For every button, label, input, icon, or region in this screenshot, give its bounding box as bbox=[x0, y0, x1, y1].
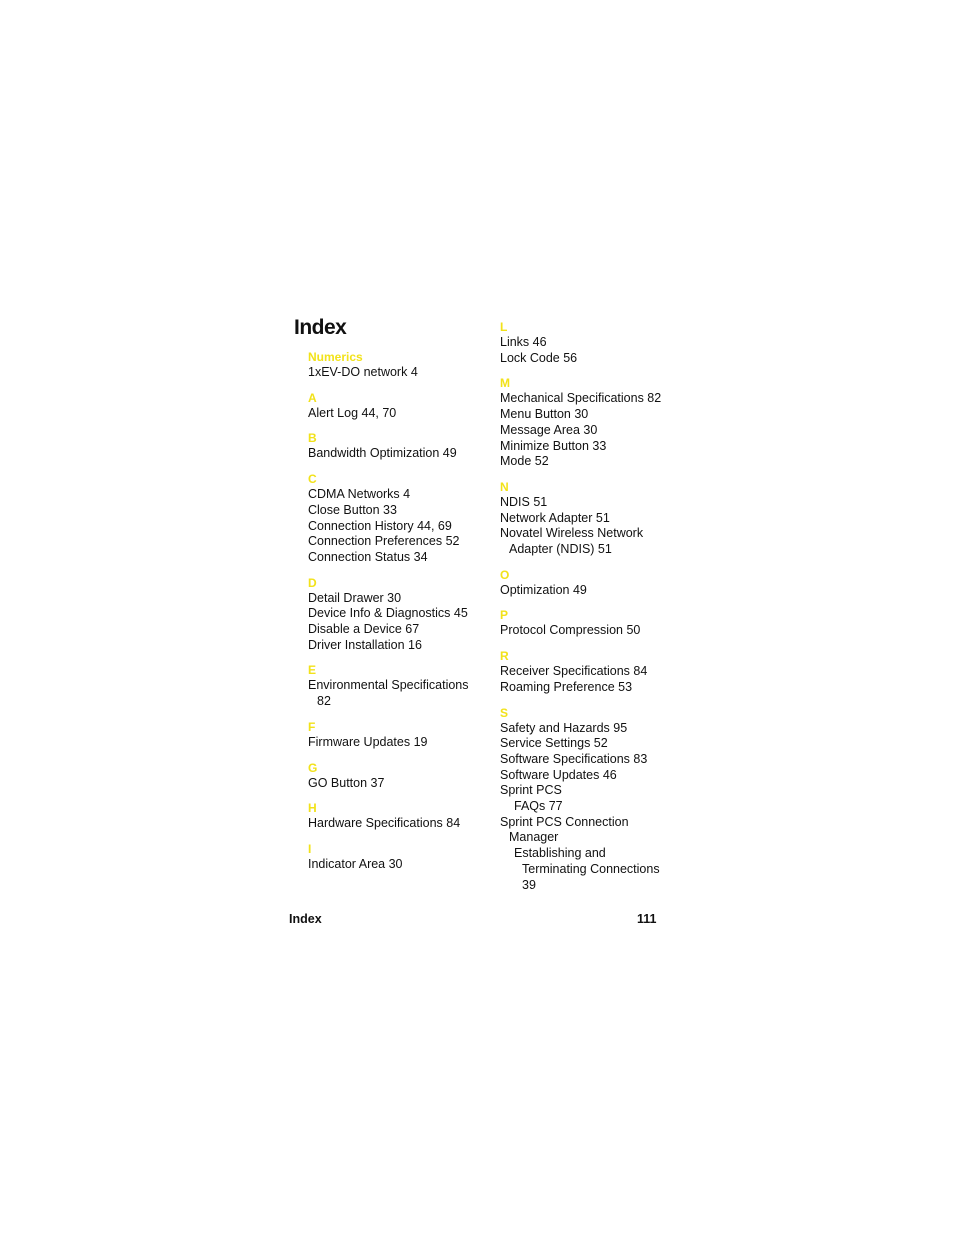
index-entry: Software Updates 46 bbox=[500, 767, 617, 782]
index-section-m bbox=[500, 375, 700, 470]
section-letter: M bbox=[500, 376, 510, 391]
index-entry: Connection Status 34 bbox=[308, 549, 428, 564]
index-entry-continuation: Manager bbox=[509, 830, 559, 845]
section-letter: B bbox=[308, 431, 317, 446]
section-letter: S bbox=[500, 705, 509, 720]
section-letter: R bbox=[500, 649, 509, 664]
index-section-h bbox=[308, 800, 508, 832]
index-entry: Firmware Updates 19 bbox=[308, 734, 428, 749]
index-entry: Menu Button 30 bbox=[500, 407, 589, 422]
index-entry: Device Info & Diagnostics 45 bbox=[308, 606, 468, 621]
index-entry: CDMA Networks 4 bbox=[308, 487, 411, 502]
index-entry: NDIS 51 bbox=[500, 494, 548, 509]
index-section-o bbox=[500, 567, 700, 599]
index-entry: Roaming Preference 53 bbox=[500, 679, 633, 694]
index-entry: Connection History 44, 69 bbox=[308, 518, 452, 533]
index-section-g bbox=[308, 760, 508, 792]
section-letter: H bbox=[308, 801, 317, 816]
index-section-n bbox=[500, 479, 700, 558]
index-entry: Protocol Compression 50 bbox=[500, 623, 641, 638]
index-section-r bbox=[500, 648, 700, 695]
index-section-s bbox=[500, 705, 700, 894]
section-letter: F bbox=[308, 719, 316, 734]
section-letter: P bbox=[500, 608, 509, 623]
index-entry: Lock Code 56 bbox=[500, 350, 578, 365]
index-entry: Indicator Area 30 bbox=[308, 856, 403, 871]
footer-page-number: 111 bbox=[637, 912, 657, 926]
index-section-f bbox=[308, 719, 508, 751]
index-entry: Mechanical Specifications 82 bbox=[500, 391, 662, 406]
section-letter: I bbox=[308, 841, 312, 856]
index-entry: Environmental Specifications bbox=[308, 678, 469, 693]
section-letter: G bbox=[308, 760, 318, 775]
index-subentry-continuation: Terminating Connections bbox=[522, 861, 660, 876]
index-entry: Safety and Hazards 95 bbox=[500, 720, 628, 735]
index-column-left bbox=[308, 349, 508, 882]
section-letter: O bbox=[500, 567, 510, 582]
index-entry: Service Settings 52 bbox=[500, 736, 608, 751]
index-entry: Close Button 33 bbox=[308, 502, 397, 517]
index-entry-continuation: Adapter (NDIS) 51 bbox=[509, 542, 612, 557]
index-entry: Hardware Specifications 84 bbox=[308, 816, 461, 831]
index-entry: 1xEV-DO network 4 bbox=[308, 365, 418, 379]
index-entry-continuation: 82 bbox=[317, 694, 331, 709]
index-section-i bbox=[308, 841, 508, 873]
section-letter: C bbox=[308, 472, 317, 487]
index-entry: Software Specifications 83 bbox=[500, 751, 648, 766]
index-column-right bbox=[500, 319, 700, 902]
index-entry: Optimization 49 bbox=[500, 582, 587, 597]
index-entry: Network Adapter 51 bbox=[500, 510, 610, 525]
index-entry: Sprint PCS bbox=[500, 783, 562, 798]
page-title: Index bbox=[294, 316, 347, 339]
index-subentry-continuation: 39 bbox=[522, 877, 536, 892]
index-entry: Sprint PCS Connection bbox=[500, 814, 629, 829]
section-letter: E bbox=[308, 663, 317, 678]
index-section-c bbox=[308, 471, 508, 566]
index-entry: Connection Preferences 52 bbox=[308, 534, 460, 549]
index-entry: Minimize Button 33 bbox=[500, 438, 607, 453]
index-section-d bbox=[308, 575, 508, 654]
index-entry: Bandwidth Optimization 49 bbox=[308, 446, 457, 461]
index-section-a bbox=[308, 390, 508, 422]
section-letter: Numerics bbox=[308, 350, 363, 364]
index-entry: Alert Log 44, 70 bbox=[308, 405, 397, 420]
index-entry: Message Area 30 bbox=[500, 422, 598, 437]
index-entry: Receiver Specifications 84 bbox=[500, 664, 648, 679]
index-entry: Detail Drawer 30 bbox=[308, 590, 402, 605]
index-entry: Disable a Device 67 bbox=[308, 622, 420, 637]
footer-section-label: Index bbox=[289, 912, 322, 926]
index-subentry: Establishing and bbox=[514, 846, 606, 861]
section-letter: A bbox=[308, 390, 317, 405]
section-letter: N bbox=[500, 479, 509, 494]
index-entry: Links 46 bbox=[500, 335, 547, 349]
index-subentry: FAQs 77 bbox=[514, 799, 563, 814]
index-entry: Mode 52 bbox=[500, 454, 549, 469]
index-entry: Driver Installation 16 bbox=[308, 637, 422, 652]
section-letter: D bbox=[308, 575, 317, 590]
index-section-p bbox=[500, 607, 700, 639]
index-section-numerics bbox=[308, 349, 508, 381]
index-section-l bbox=[500, 319, 700, 366]
section-letter: L bbox=[500, 320, 508, 334]
index-entry: GO Button 37 bbox=[308, 775, 385, 790]
index-section-e bbox=[308, 662, 508, 709]
index-entry: Novatel Wireless Network bbox=[500, 526, 644, 541]
index-section-b bbox=[308, 430, 508, 462]
